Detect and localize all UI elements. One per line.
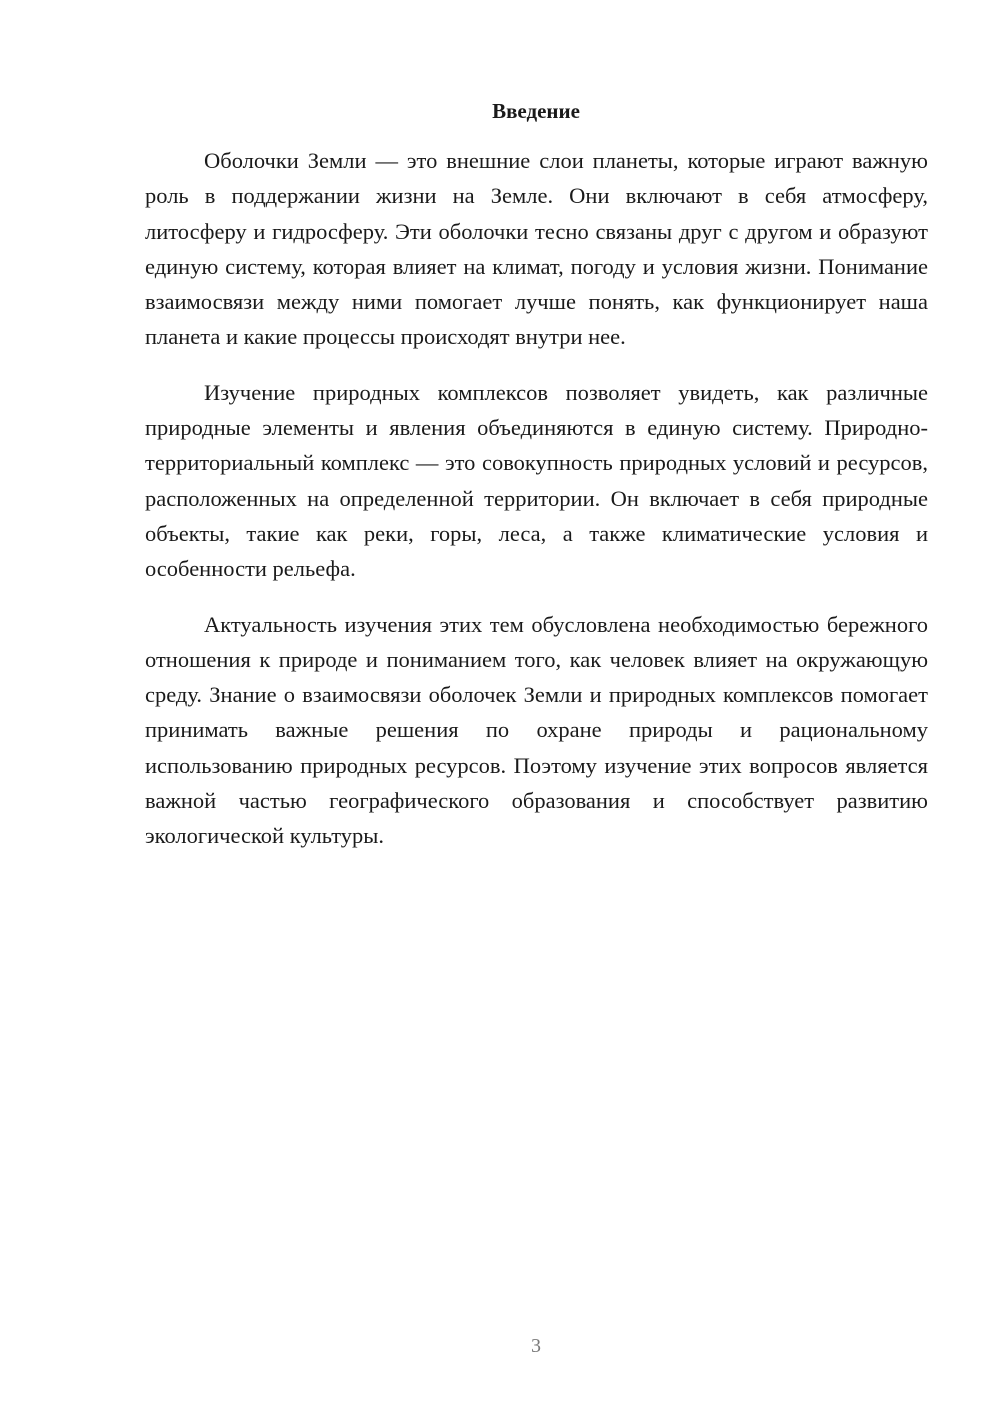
paragraph-relevance: Актуальность изучения этих тем обусловлена необходимостью бережного отношения к природе и пониманием того, как человек влияет на окружающую среду. Знание о взаимосвязи оболочек Земли и природных комплексов помогает принимать важные решения по охране природы и рациональному использованию природных ресурсов. Поэтому изучение этих вопросов является важной частью географического образования и способствует развитию экологической культуры. <box>145 611 928 849</box>
paragraph-earth-shells: Оболочки Земли — это внешние слои планеты, которые играют важную роль в поддержании жизни на Земле. Они включают в себя атмосферу, литосферу и гидросферу. Эти оболочки тесно связаны друг с другом и образуют единую систему, которая влияет на климат, погоду и условия жизни. Понимание взаимосвязи между ними помогает лучше понять, как функционирует наша планета и какие процессы происходят внутри нее. <box>145 148 928 350</box>
page-number: 3 <box>531 1335 541 1357</box>
section-heading: Введение <box>492 99 580 123</box>
body-text <box>145 143 928 874</box>
paragraph-natural-complexes: Изучение природных комплексов позволяет увидеть, как различные природные элементы и явления объединяются в единую систему. Природно-территориальный комплекс — это совокупность природных условий и ресурсов, расположенных на определенной территории. Он включает в себя природные объекты, такие как реки, горы, леса, а также климатические условия и особенности рельефа. <box>145 379 928 582</box>
